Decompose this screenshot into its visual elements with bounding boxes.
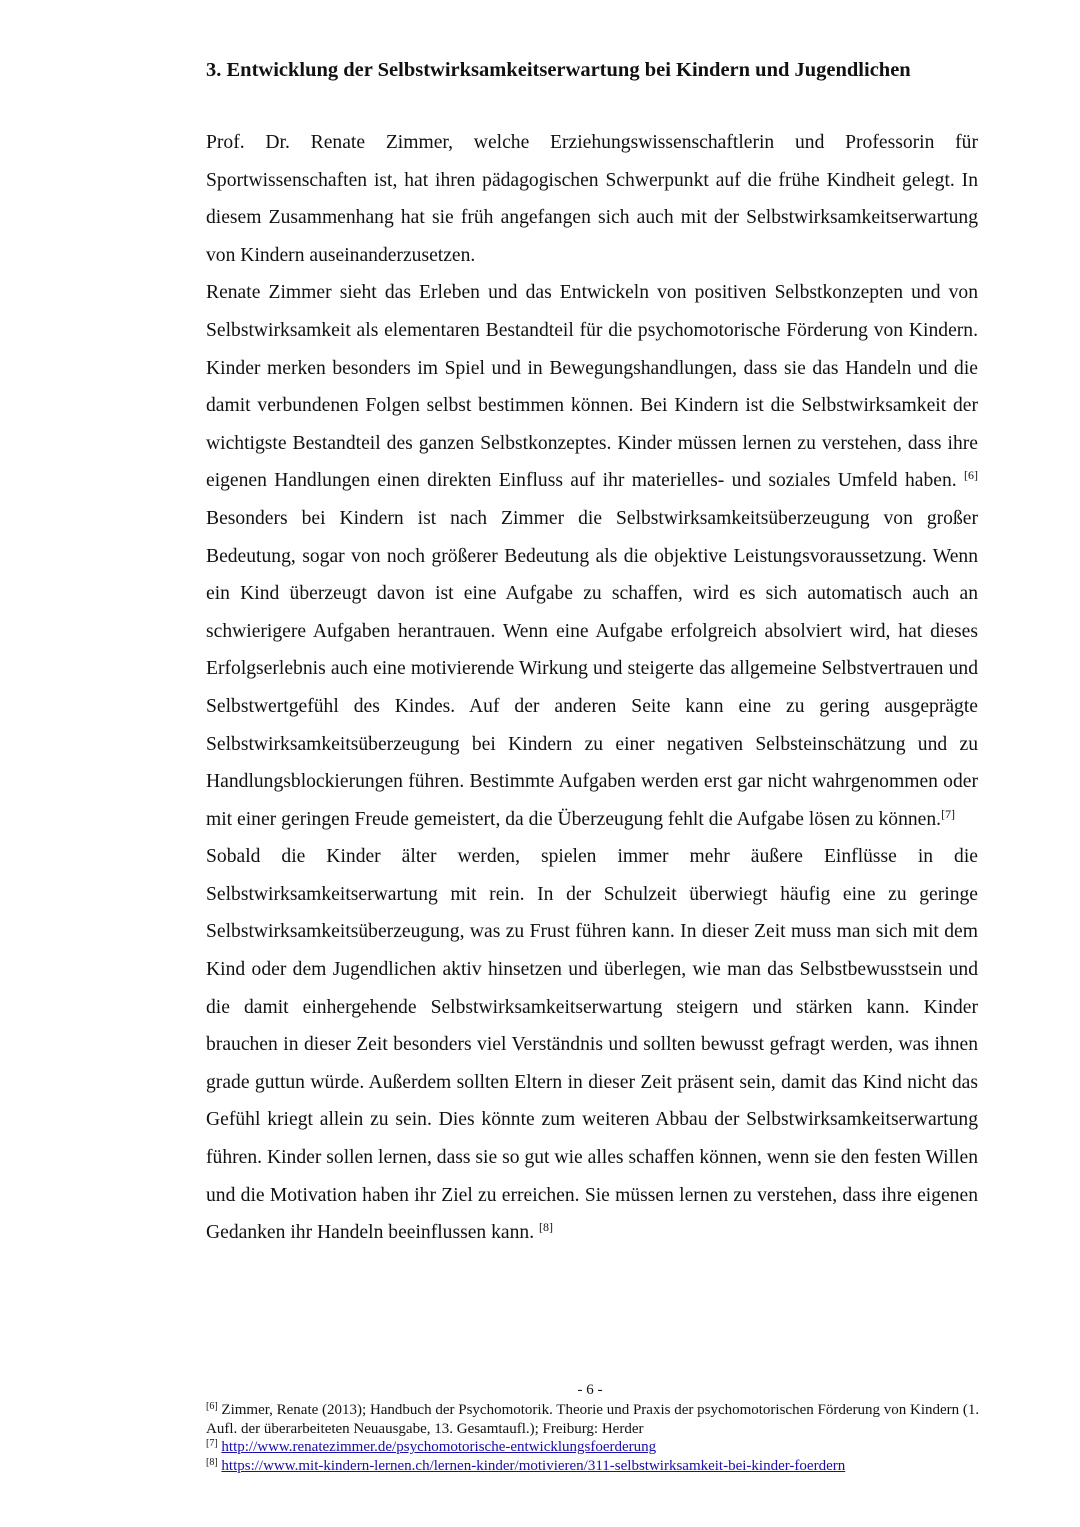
paragraph-2: [206, 274, 978, 838]
footnote-7: [206, 1438, 986, 1457]
paragraph-2-part-2: Besonders bei Kindern ist nach Zimmer die Selbstwirksamkeitsüberzeugung von großer Bedeutung, sogar von noch größerer Bedeutung als die objektive Leistungsvoraussetzung. Wenn ein Kind überzeugt davon ist eine Aufgabe zu schaffen, wird es sich automatisch auch an schwierigere Aufgaben herantrauen. Wenn eine Aufgabe erfolgreich absolviert wird, hat dieses Erfolgserlebnis auch eine motivierende Wirkung und steigerte das allgemeine Selbstvertrauen und Selbstwertgefühl des Kindes. Auf der anderen Seite kann eine zu gering ausgeprägte Selbstwirksamkeitsüberzeugung bei Kindern zu einer negativen Selbsteinschätzung und zu Handlungsblockierungen führen. Bestimmte Aufgaben werden erst gar nicht wahrgenommen oder mit einer geringen Freude gemeistert, da die Überzeugung fehlt die Aufgabe lösen zu können.: [206, 507, 978, 830]
footnote-marker-6: [6]: [206, 1401, 218, 1412]
footnote-8-link[interactable]: https://www.mit-kindern-lernen.ch/lernen-kinder/motivieren/311-selbstwirksamkeit-bei-kinder-foerdern: [221, 1457, 846, 1474]
body-text: [206, 124, 978, 1252]
section-heading: 3. Entwicklung der Selbstwirksamkeitserwartung bei Kindern und Jugendlichen: [206, 59, 911, 81]
citation-8[interactable]: [8]: [539, 1220, 553, 1235]
paragraph-1: Prof. Dr. Renate Zimmer, welche Erziehungswissenschaftlerin und Professorin für Sportwissenschaften ist, hat ihren pädagogischen Schwerpunkt auf die frühe Kindheit gelegt. In diesem Zusammenhang hat sie früh angefangen sich auch mit der Selbstwirksamkeitserwartung von Kindern auseinanderzusetzen.: [206, 132, 978, 266]
footnote-8: [206, 1457, 986, 1476]
citation-6[interactable]: [6]: [964, 468, 978, 483]
paragraph-2-part-1: Renate Zimmer sieht das Erleben und das Entwickeln von positiven Selbstkonzepten und von Selbstwirksamkeit als elementaren Bestandteil für die psychomotorische Förderung von Kindern. Kinder merken besonders im Spiel und in Bewegungshandlungen, dass sie das Handeln und die damit verbundenen Folgen selbst bestimmen können. Bei Kindern ist die Selbstwirksamkeit der wichtigste Bestandteil des ganzen Selbstkonzeptes. Kinder müssen lernen zu verstehen, dass ihre eigenen Handlungen einen direkten Einfluss auf ihr materielles- und soziales Umfeld haben.: [206, 282, 978, 492]
footnote-marker-8: [8]: [206, 1456, 218, 1468]
paragraph-3: [206, 838, 978, 1252]
footnote-6-text: Zimmer, Renate (2013); Handbuch der Psychomotorik. Theorie und Praxis der psychomotorischen Förderung von Kindern (1. Aufl. der überarbeiteten Neuausgabe, 13. Gesamtaufl.); Freiburg: Herder: [206, 1402, 980, 1437]
citation-7[interactable]: [7]: [941, 806, 956, 821]
footnote-6: [206, 1401, 986, 1438]
footnote-marker-7: [7]: [206, 1438, 218, 1449]
page-number: - 6 -: [577, 1382, 603, 1398]
footnotes: [206, 1401, 986, 1475]
paragraph-3-text: Sobald die Kinder älter werden, spielen immer mehr äußere Einflüsse in die Selbstwirksamkeitserwartung mit rein. In der Schulzeit überwiegt häufig eine zu geringe Selbstwirksamkeitsüberzeugung, was zu Frust führen kann. In dieser Zeit muss man sich mit dem Kind oder dem Jugendlichen aktiv hinsetzen und überlegen, wie man das Selbstbewusstsein und die damit einhergehende Selbstwirksamkeitserwartung steigern und stärken kann. Kinder brauchen in dieser Zeit besonders viel Verständnis und sollten bewusst gefragt werden, was ihnen grade guttun würde. Außerdem sollten Eltern in dieser Zeit präsent sein, damit das Kind nicht das Gefühl kriegt allein zu sein. Dies könnte zum weiteren Abbau der Selbstwirksamkeitserwartung führen. Kinder sollen lernen, dass sie so gut wie alles schaffen können, wenn sie den festen Willen und die Motivation haben ihr Ziel zu erreichen. Sie müssen lernen zu verstehen, dass ihre eigenen Gedanken ihr Handeln beeinflussen kann.: [206, 846, 978, 1244]
footnote-7-link[interactable]: http://www.renatezimmer.de/psychomotorische-entwicklungsfoerderung: [221, 1439, 657, 1455]
